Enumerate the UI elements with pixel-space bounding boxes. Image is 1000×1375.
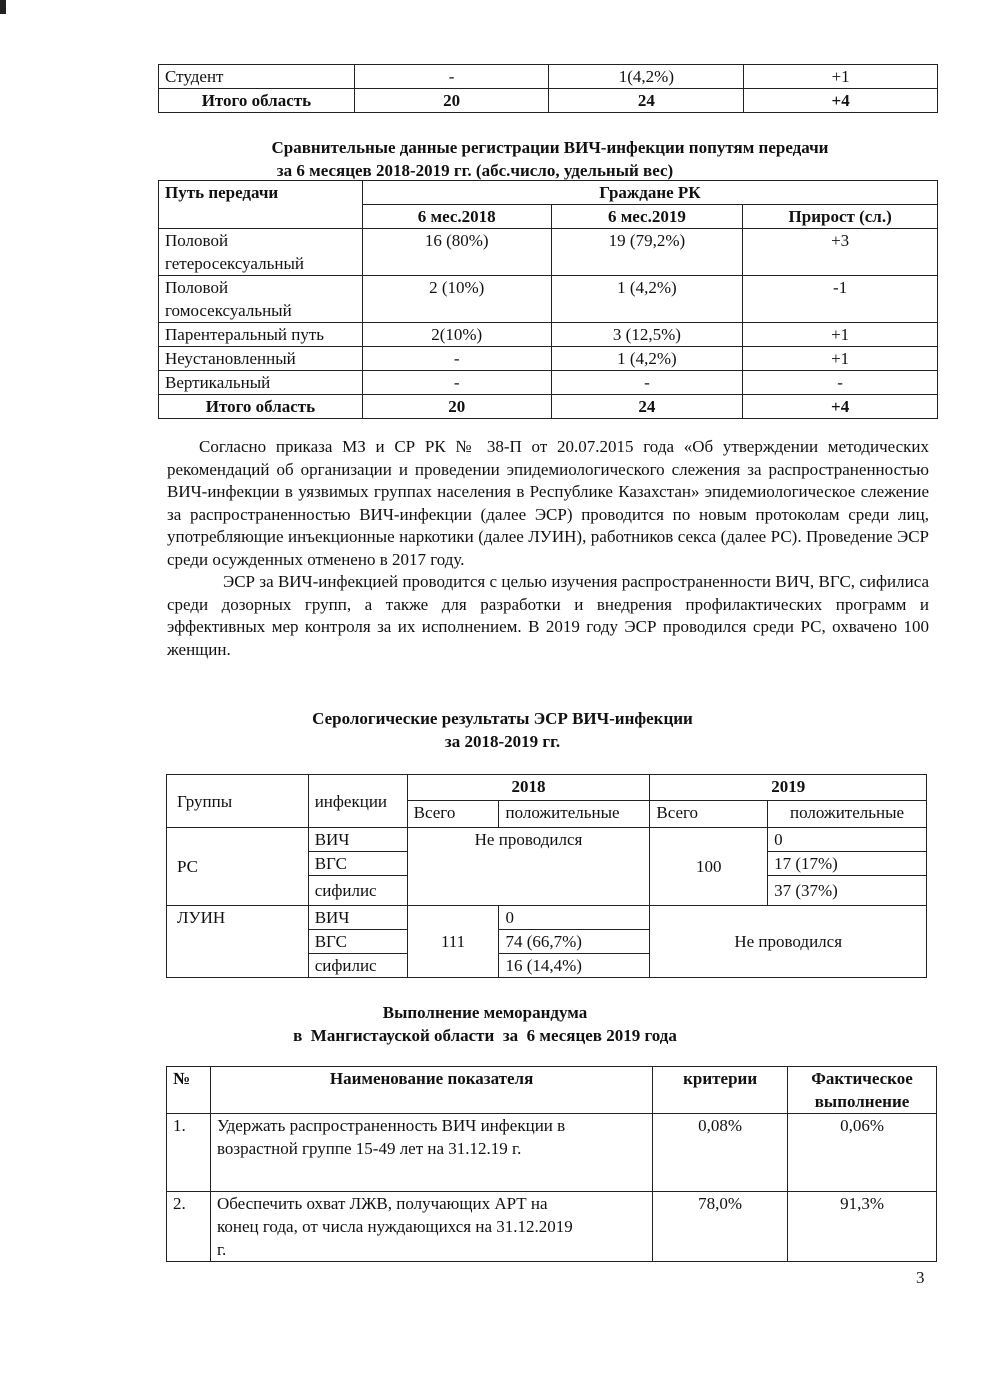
cell-value: 1(4,2%) xyxy=(549,65,744,89)
cell-value: 0 xyxy=(499,906,650,930)
table-row xyxy=(167,1192,937,1262)
route-label-line: гомосексуальный xyxy=(165,301,292,320)
header-total-2018: Всего xyxy=(407,801,499,828)
indicator-line: г. xyxy=(216,1240,227,1259)
cell-value: +4 xyxy=(743,395,938,419)
table-row xyxy=(159,371,938,395)
cell-value: 1 (4,2%) xyxy=(551,347,743,371)
cell-value: 19 (79,2%) xyxy=(551,229,743,276)
cell-value: - xyxy=(354,65,549,89)
header-2018: 6 мес.2018 xyxy=(362,205,551,229)
top-summary-table xyxy=(158,64,938,113)
serology-table xyxy=(166,774,927,978)
header-criteria: критерии xyxy=(653,1067,788,1114)
header-route: Путь передачи xyxy=(159,181,363,229)
header-positive-2018: положительные xyxy=(499,801,650,828)
header-growth: Прирост (сл.) xyxy=(743,205,938,229)
row-label: Студент xyxy=(159,65,355,89)
header-year-2018: 2018 xyxy=(407,775,650,801)
indicator-name xyxy=(210,1114,652,1192)
section3-title xyxy=(165,1001,935,1047)
cell-value: 37 (37%) xyxy=(768,876,927,906)
cell-value: - xyxy=(362,371,551,395)
not-conducted-2019: Не проводился xyxy=(650,906,927,978)
header-actual-line: Фактическое xyxy=(811,1069,913,1088)
infection-label: сифилис xyxy=(308,954,407,978)
row-number: 2. xyxy=(167,1192,211,1262)
cell-value: 17 (17%) xyxy=(768,852,927,876)
route-label: Парентеральный путь xyxy=(159,323,363,347)
header-number: № xyxy=(167,1067,211,1114)
cell-value: 16 (14,4%) xyxy=(499,954,650,978)
header-indicator-name: Наименование показателя xyxy=(210,1067,652,1114)
cell-value: 24 xyxy=(549,89,744,113)
section3-title-line2: в Мангистауской области за 6 месяцев 2019 года xyxy=(293,1026,677,1045)
group-luin: ЛУИН xyxy=(167,906,309,978)
header-positive-2019: положительные xyxy=(768,801,927,828)
route-label-line: Половой xyxy=(165,278,229,297)
table-row xyxy=(159,276,938,323)
table-header-row xyxy=(159,181,938,205)
group-rs: РС xyxy=(167,828,309,906)
table-header-row xyxy=(167,1067,937,1114)
route-label-line: Половой xyxy=(165,231,229,250)
infection-label: ВИЧ xyxy=(308,828,407,852)
table-row xyxy=(167,828,927,852)
row-label: Итого область xyxy=(159,89,355,113)
header-infections: инфекции xyxy=(308,775,407,828)
cell-value: +1 xyxy=(744,65,938,89)
page-number: 3 xyxy=(916,1268,925,1287)
cell-value: +4 xyxy=(744,89,938,113)
cell-value: 20 xyxy=(362,395,551,419)
cell-value: 24 xyxy=(551,395,743,419)
cell-value: 74 (66,7%) xyxy=(499,930,650,954)
indicator-line: Удержать распространенность ВИЧ инфекции в xyxy=(216,1116,566,1135)
criteria-value: 78,0% xyxy=(653,1192,788,1262)
route-label-line: гетеросексуальный xyxy=(165,254,304,273)
section2-title-line2: за 2018-2019 гг. xyxy=(444,732,561,751)
luin-total-2018: 111 xyxy=(407,906,499,978)
header-citizens: Граждане РК xyxy=(362,181,937,205)
infection-label: ВИЧ xyxy=(308,906,407,930)
memorandum-table xyxy=(166,1066,937,1262)
indicator-line: Обеспечить охват ЛЖВ, получающих АРТ на xyxy=(216,1194,548,1213)
actual-value: 0,06% xyxy=(788,1114,937,1192)
row-number: 1. xyxy=(167,1114,211,1192)
cell-value: - xyxy=(362,347,551,371)
cell-value: 2(10%) xyxy=(362,323,551,347)
cell-value: 0 xyxy=(768,828,927,852)
cell-value: +1 xyxy=(743,323,938,347)
cell-value: - xyxy=(551,371,743,395)
actual-value: 91,3% xyxy=(788,1192,937,1262)
section1-title-line1: Сравнительные данные регистрации ВИЧ-инфекции попутям передачи xyxy=(271,138,829,157)
cell-value: 20 xyxy=(354,89,549,113)
table-row xyxy=(159,323,938,347)
infection-label: ВГС xyxy=(308,852,407,876)
cell-value: 16 (80%) xyxy=(362,229,551,276)
table-row-total xyxy=(159,395,938,419)
cell-value: 2 (10%) xyxy=(362,276,551,323)
header-actual xyxy=(788,1067,937,1114)
header-actual-line: выполнение xyxy=(814,1092,910,1111)
table-row xyxy=(159,65,938,89)
transmission-routes-table xyxy=(158,180,938,419)
rs-total-2019: 100 xyxy=(650,828,768,906)
body-text xyxy=(167,436,929,661)
not-conducted-2018: Не проводился xyxy=(407,828,650,906)
route-label xyxy=(159,276,363,323)
header-total-2019: Всего xyxy=(650,801,768,828)
cell-value: +3 xyxy=(743,229,938,276)
section1-title-line2: за 6 месяцев 2018-2019 гг. (абс.число, удельный вес) xyxy=(276,161,674,180)
cell-value: 3 (12,5%) xyxy=(551,323,743,347)
section2-title-line1: Серологические результаты ЭСР ВИЧ-инфекции xyxy=(312,709,693,728)
cell-value: -1 xyxy=(743,276,938,323)
paragraph-1: Согласно приказа МЗ и СР РК № 38-П от 20.07.2015 года «Об утверждении методических рекомендаций об организации и проведении эпидемиологического слежения за распространенностью ВИЧ-инфекции в уязвимых группах населения в Республике Казахстан» эпидемиологическое слежение за распространенностью ВИЧ-инфекции (далее ЭСР) проводится по новым протоколам среди лиц, употребляющие инъекционные наркотики (далее ЛУИН), работников секса (далее РС). Проведение ЭСР среди осужденных отменено в 2017 году. xyxy=(167,437,929,569)
infection-label: ВГС xyxy=(308,930,407,954)
scan-edge-mark xyxy=(0,0,6,14)
table-row-total xyxy=(159,89,938,113)
table-header-row xyxy=(167,775,927,801)
section3-title-line1: Выполнение меморандума xyxy=(382,1003,588,1022)
header-groups: Группы xyxy=(167,775,309,828)
route-label xyxy=(159,229,363,276)
cell-value: - xyxy=(743,371,938,395)
total-label: Итого область xyxy=(159,395,363,419)
indicator-name xyxy=(210,1192,652,1262)
paragraph-2: ЭСР за ВИЧ-инфекцией проводится с целью изучения распространенности ВИЧ, ВГС, сифилиса среди дозорных групп, а также для разработки и внедрения профилактических программ и эффективных мер контроля за их исполнением. В 2019 году ЭСР проводился среди РС, охвачено 100 женщин. xyxy=(167,572,929,659)
header-year-2019: 2019 xyxy=(650,775,927,801)
section2-title xyxy=(165,707,940,753)
indicator-line: конец года, от числа нуждающихся на 31.12.2019 xyxy=(216,1217,573,1236)
cell-value: 1 (4,2%) xyxy=(551,276,743,323)
table-row xyxy=(167,1114,937,1192)
infection-label: сифилис xyxy=(308,876,407,906)
route-label: Вертикальный xyxy=(159,371,363,395)
table-row xyxy=(159,229,938,276)
cell-value: +1 xyxy=(743,347,938,371)
criteria-value: 0,08% xyxy=(653,1114,788,1192)
table-row xyxy=(159,347,938,371)
section1-title xyxy=(160,136,940,182)
table-row xyxy=(167,906,927,930)
header-2019: 6 мес.2019 xyxy=(551,205,743,229)
indicator-line: возрастной группе 15-49 лет на 31.12.19 г. xyxy=(216,1139,522,1158)
route-label: Неустановленный xyxy=(159,347,363,371)
